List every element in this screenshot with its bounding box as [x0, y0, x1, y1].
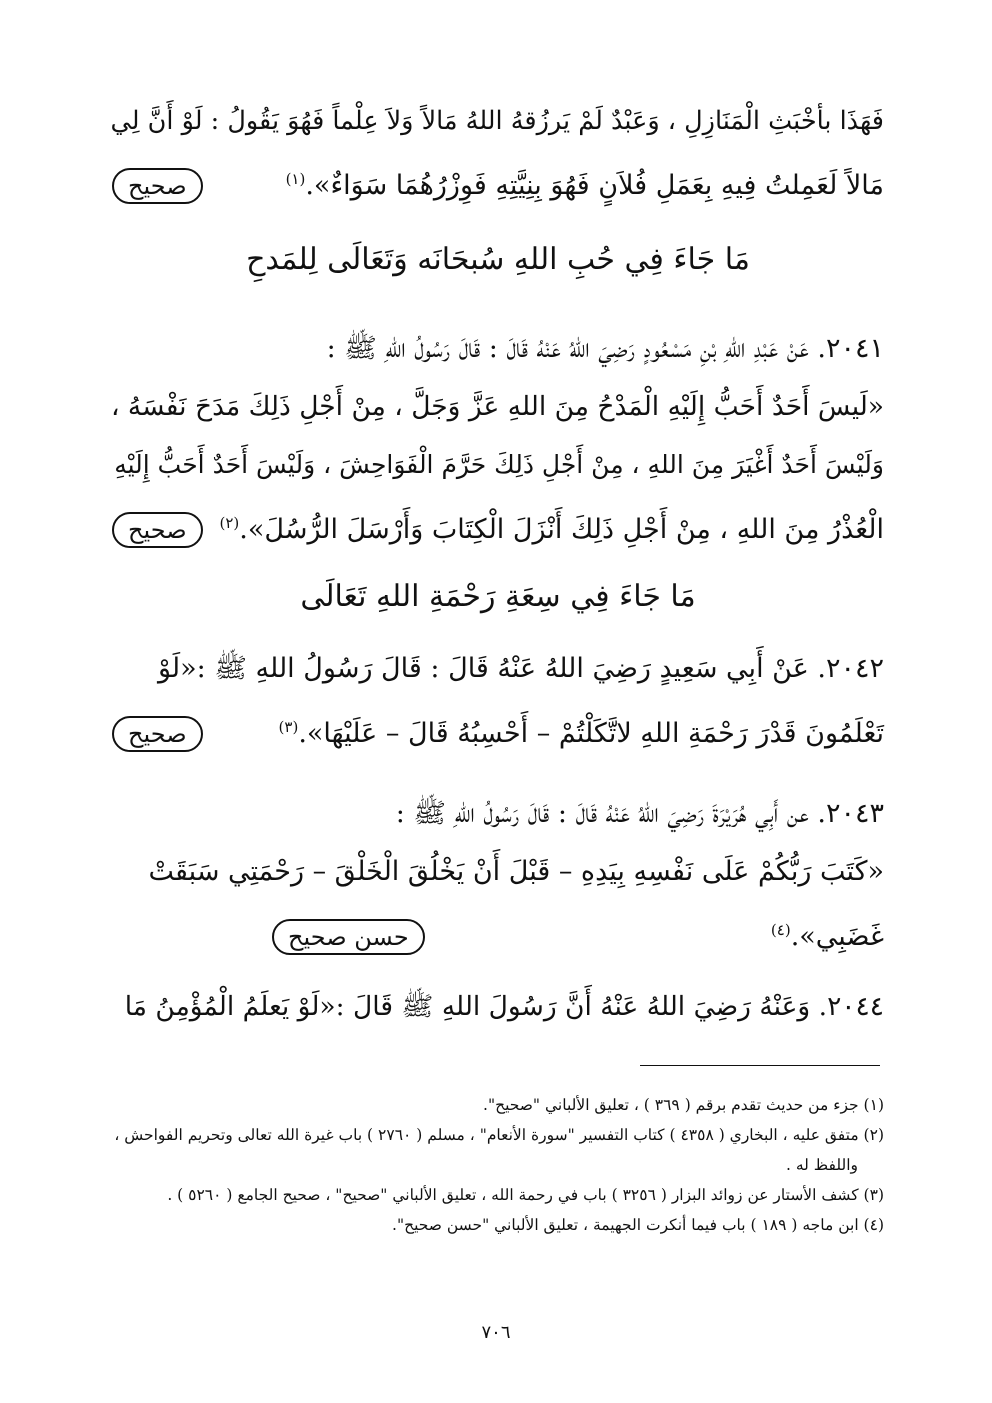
text-line-2: مَالاً لَعَمِلتُ فِيهِ بِعَمَلِ فُلاَنٍ فَهُوَ بِنِيَّتِهِ فَوِزْرُهُمَا سَوَاءٌ».$^{(١)}$: [285, 170, 884, 201]
footnote-3: (٣) كشف الأستار عن زوائد البزار ( ٣٢٥٦ ) باب في رحمة الله ، تعليق الألباني "صحيح" ، صحيح الجامع ( ٥٢٦٠ ) .: [167, 1186, 884, 1204]
text-line-1: فَهَذَا بأخْبَثِ الْمَنَازِلِ ، وَعَبْدٌ لَمْ يَرزُقهُ اللهُ مَالاً وَلاَ عِلْماً فَهُوَ يَقُولُ : لَوْ أَنَّ لِي: [110, 106, 884, 136]
hadith-2041: [112, 320, 884, 552]
footnote-4: (٤) ابن ماجه ( ١٨٩ ) باب فيما أنكرت الجهيمة ، تعليق الألباني "حسن صحيح".: [392, 1216, 884, 1234]
section-heading: مَا جَاءَ فِي سِعَةِ رَحْمَةِ اللهِ تَعَالَى: [300, 579, 696, 614]
hadith-continuation: [112, 92, 884, 208]
text-line: الْعُذْرُ مِنَ اللهِ ، مِنْ أَجْلِ ذَلِكَ أَنْزَلَ الْكِتَابَ وَأَرْسَلَ الرُّسُلَ».$^{(٢)}$ صحيح: [112, 494, 884, 552]
text-line: «لَيسَ أَحَدٌ أَحَبُّ إِلَيْهِ الْمَدْحُ مِنَ اللهِ عَزَّ وَجَلَّ ، مِنْ أَجْلِ ذَلِكَ مَدَحَ نَفْسَهُ ،: [110, 391, 884, 422]
text-line: غَضَبِي».$^{(٤)}$ حسن صحيح: [112, 901, 884, 959]
footnote-ref[interactable]: (٤): [770, 921, 791, 939]
footnote-ref[interactable]: (١): [285, 170, 306, 188]
footnote-ref[interactable]: (٣): [278, 718, 299, 736]
footnotes: [112, 1090, 884, 1240]
text-line: تَعْلَمُونَ قَدْرَ رَحْمَةِ اللهِ لاتَّكَلْتُمْ – أَحْسِبُهُ قَالَ – عَلَيْهَا».$^{(٣)}$ صحيح: [112, 698, 884, 756]
hadith-2043: [112, 785, 884, 959]
grade-badge: صحيح: [112, 512, 203, 548]
hadith-2042: [112, 640, 884, 756]
hadith-2044: [112, 978, 884, 1036]
section-heading: مَا جَاءَ فِي حُبِ اللهِ سُبحَانَه وَتَعَالَى لِلمَدحِ: [246, 242, 750, 277]
text-line: [112, 150, 884, 208]
grade-badge: حسن صحيح: [272, 919, 425, 955]
text-line: ٢٠٤٢. عَنْ أَبِي سَعِيدٍ رَضِيَ اللهُ عَنْهُ قَالَ : قَالَ رَسُولُ اللهِ ﷺ :«لَوْ: [157, 653, 884, 684]
page-number: ٧٠٦: [481, 1322, 511, 1343]
grade-badge: صحيح: [112, 168, 203, 204]
footnote-2: (٢) متفق عليه ، البخاري ( ٤٣٥٨ ) كتاب التفسير "سورة الأنعام" ، مسلم ( ٢٧٦٠ ) باب غيرة الله تعالى وتحريم الفواحش ، واللفظ له .: [114, 1126, 884, 1174]
text-line: ٢٠٤٣. عن أَبِي هُرَيْرَةَ رَضِيَ اللهُ عَنْهُ قَالَ : قَالَ رَسُولُ اللهِ ﷺ :: [395, 798, 884, 829]
text-line: [112, 92, 884, 150]
grade-badge: صحيح: [112, 716, 203, 752]
text-line: ٢٠٤٤. وَعَنْهُ رَضِيَ اللهُ عَنْهُ أَنَّ رَسُولَ اللهِ ﷺ قَالَ :«لَوْ يَعلَمُ الْمُؤْمِنُ مَا: [124, 991, 884, 1022]
footnote-divider: [640, 1065, 880, 1066]
text-line: وَلَيْسَ أَحَدٌ أَغْيَرَ مِنَ اللهِ ، مِنْ أَجْلِ ذَلِكَ حَرَّمَ الْفَوَاحِشَ ، وَلَيْسَ أَحَدٌ أَحَبُّ إِلَيْهِ: [114, 450, 884, 479]
footnote-ref[interactable]: (٢): [219, 514, 240, 532]
text-line: ٢٠٤١. عَنْ عَبْدِ اللهِ بْنِ مَسْعُودٍ رَضِيَ اللهُ عَنْهُ قَالَ : قَالَ رَسُولُ اللهِ ﷺ :: [326, 333, 884, 364]
text-line: «كَتَبَ رَبُّكُمْ عَلَى نَفْسِهِ بِيَدِهِ – قَبْلَ أَنْ يَخْلُقَ الْخَلْقَ – رَحْمَتِي سَبَقَتْ: [148, 856, 884, 887]
footnote-1: (١) جزء من حديث تقدم برقم ( ٣٦٩ ) ، تعليق الألباني "صحيح".: [483, 1096, 884, 1114]
